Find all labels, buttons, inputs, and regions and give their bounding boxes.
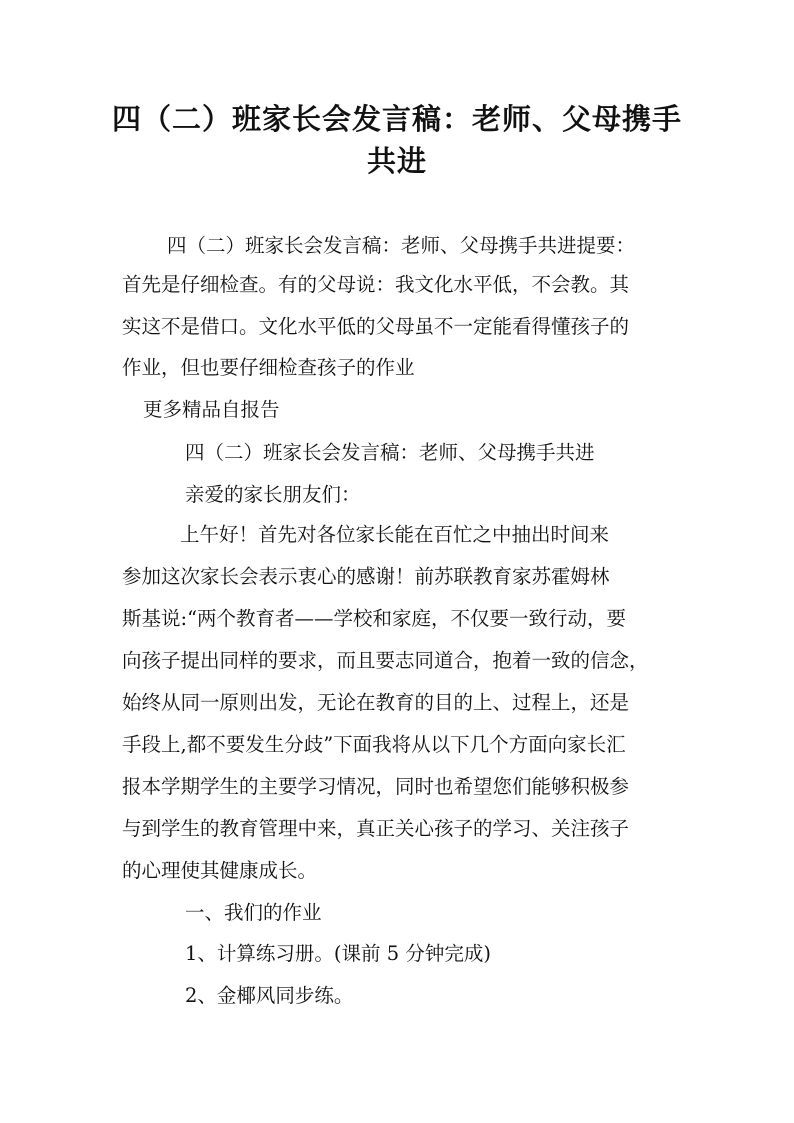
document-title-line-1: 四（二）班家长会发言稿：老师、父母携手	[111, 102, 682, 136]
document-title-line-2: 共进	[366, 144, 427, 178]
list-item: 2、金椰风同步练。	[185, 984, 354, 1007]
summary-line: 作业，但也要仔细检查孩子的作业	[122, 356, 415, 379]
body-line: 手段上,都不要发生分歧”下面我将从以下几个方面向家长汇	[122, 733, 626, 756]
summary-line: 首先是仔细检查。有的父母说：我文化水平低，不会教。其	[122, 273, 630, 296]
body-line: 斯基说:“两个教育者——学校和家庭，不仅要一致行动，要	[122, 607, 627, 630]
body-line: 向孩子提出同样的要求，而且要志同道合，抱着一致的信念，	[122, 649, 649, 672]
body-line: 参加这次家长会表示衷心的感谢！前苏联教育家苏霍姆林	[122, 565, 610, 588]
body-line: 的心理使其健康成长。	[122, 859, 318, 882]
summary-line: 实这不是借口。文化水平低的父母虽不一定能看得懂孩子的	[122, 315, 630, 338]
greeting: 亲爱的家长朋友们：	[185, 483, 361, 506]
more-note: 更多精品自报告	[143, 398, 280, 421]
sub-title: 四（二）班家长会发言稿：老师、父母携手共进	[185, 441, 595, 464]
body-line: 上午好！首先对各位家长能在百忙之中抽出时间来	[180, 523, 610, 546]
summary-line: 四（二）班家长会发言稿：老师、父母携手共进提要：	[167, 234, 636, 257]
body-line: 始终从同一原则出发，无论在教育的目的上、过程上，还是	[122, 691, 630, 714]
body-line: 与到学生的教育管理中来，真正关心孩子的学习、关注孩子	[122, 817, 630, 840]
body-line: 报本学期学生的主要学习情况，同时也希望您们能够积极参	[122, 775, 630, 798]
section-heading: 一、我们的作业	[185, 901, 322, 924]
list-item: 1、计算练习册。(课前 5 分钟完成)	[185, 942, 491, 965]
